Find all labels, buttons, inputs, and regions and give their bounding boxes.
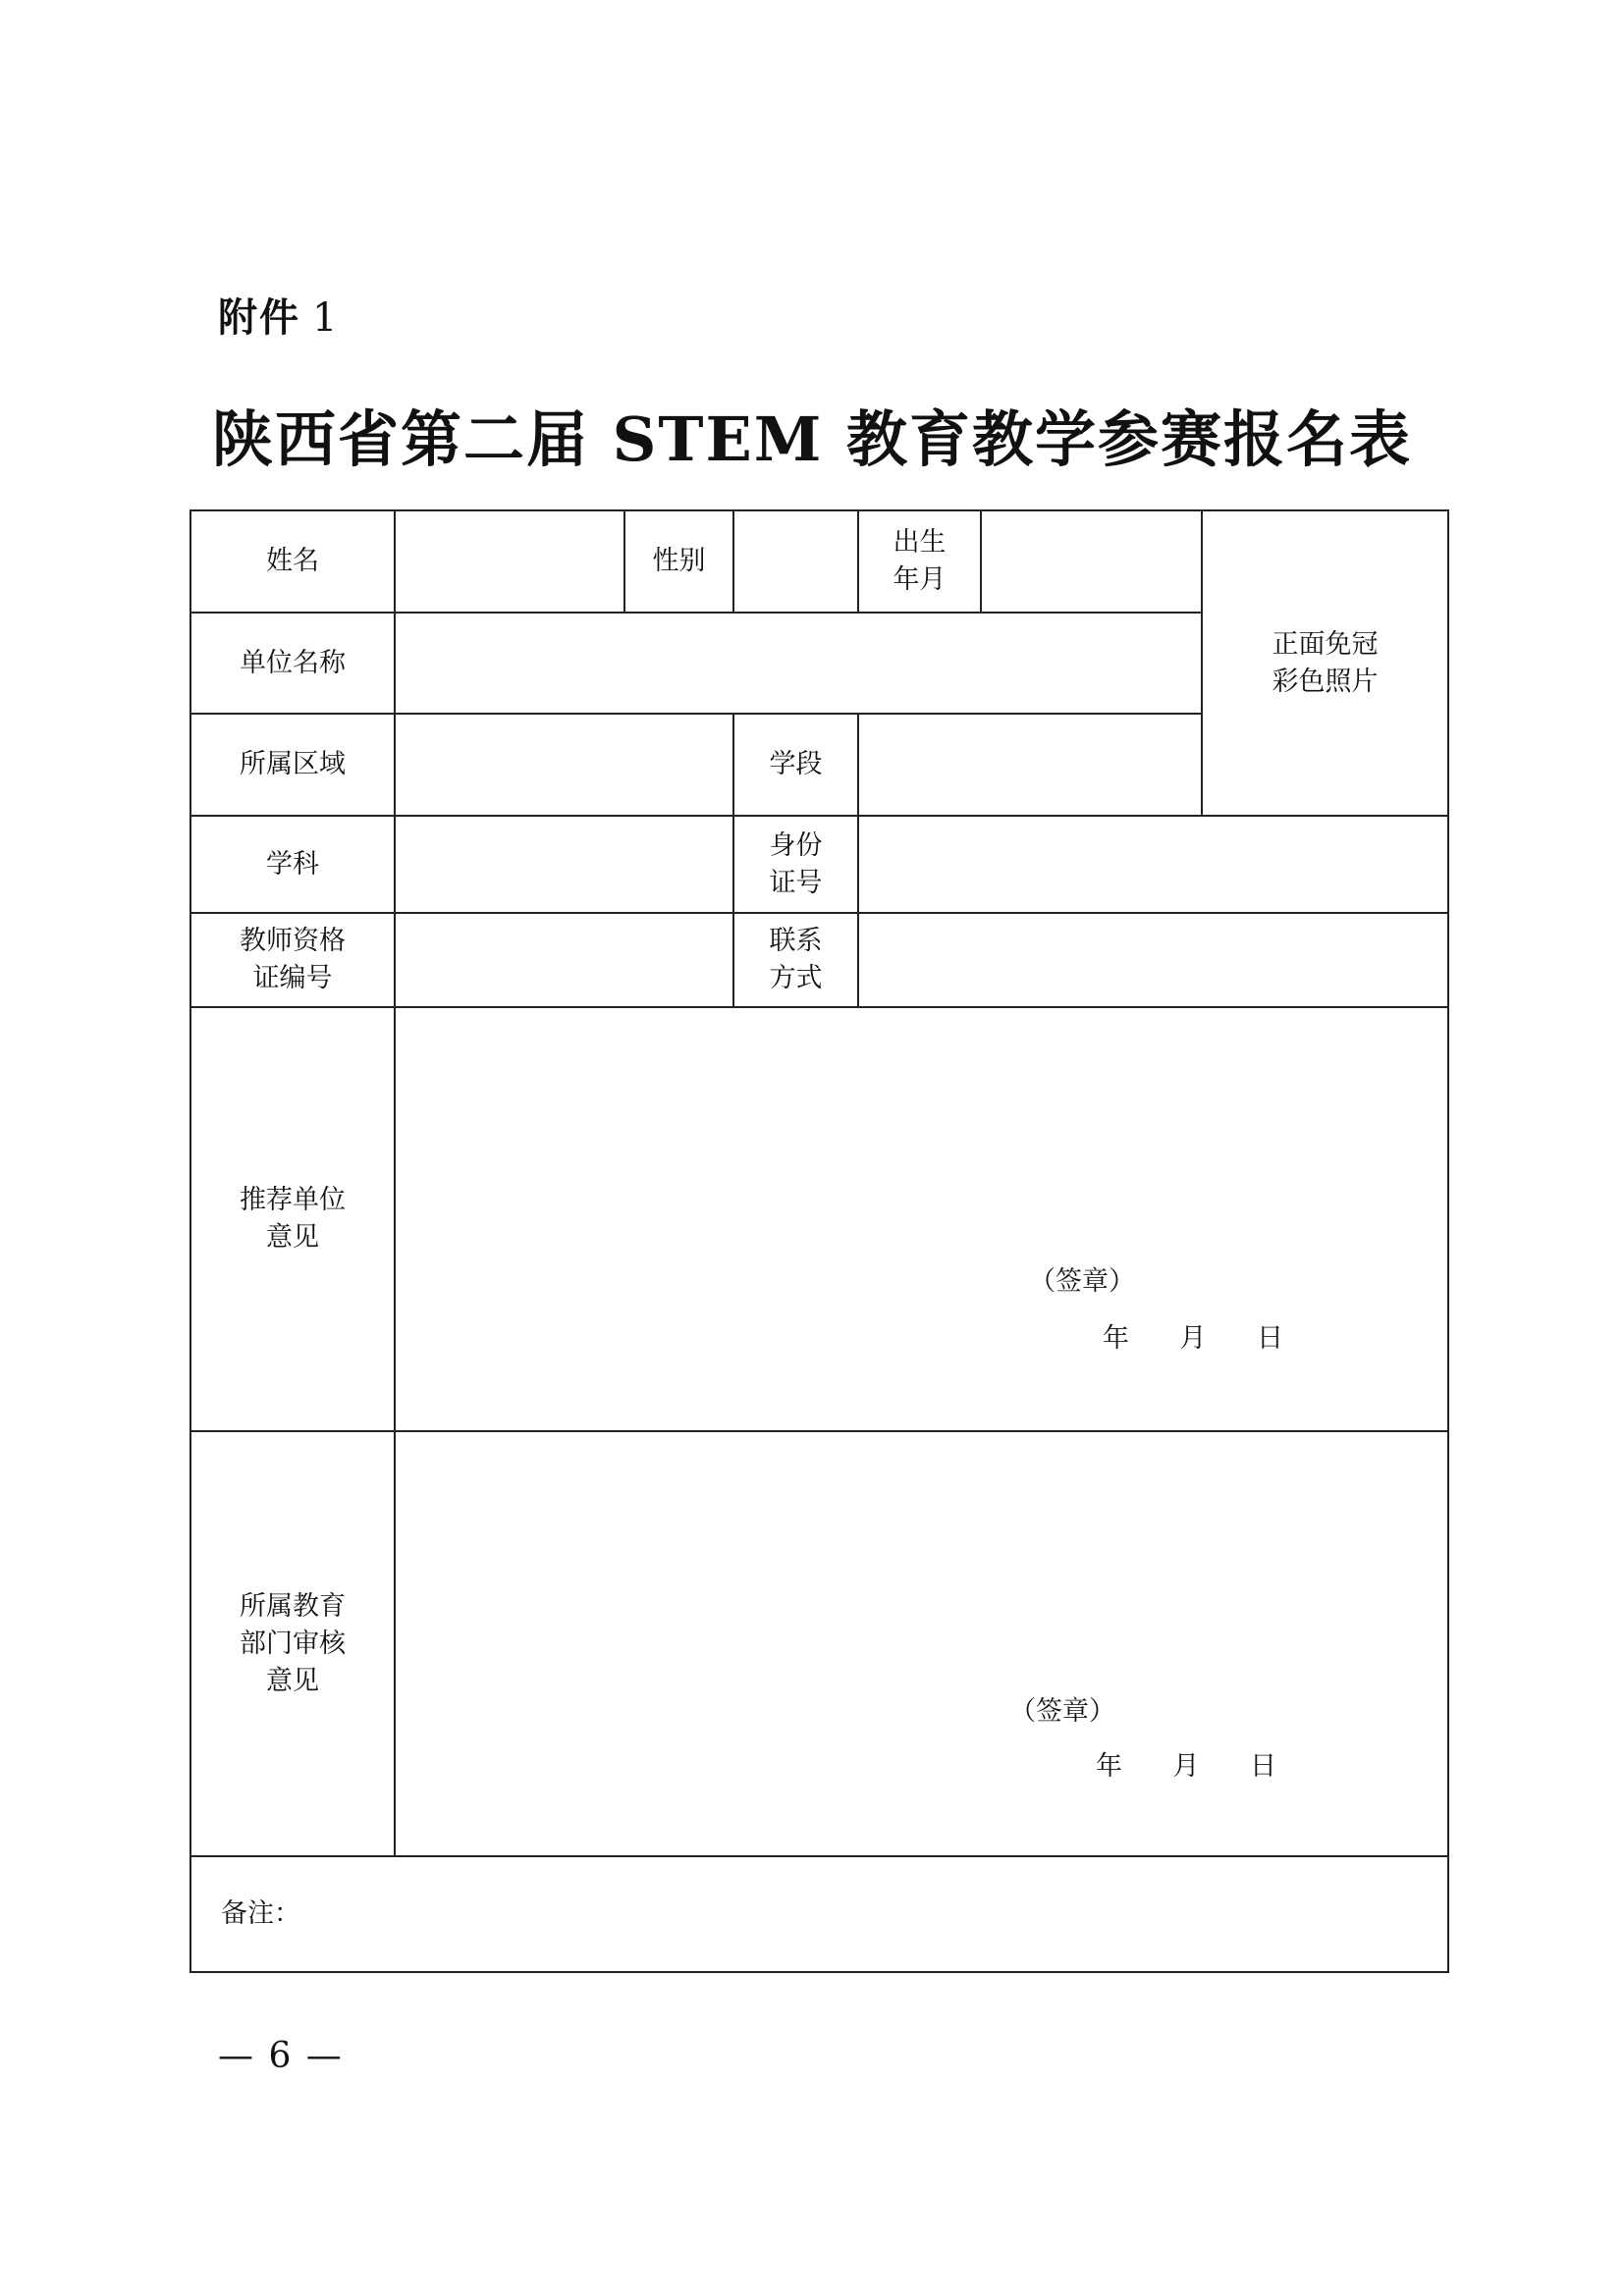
id-label (733, 816, 858, 913)
form-row-recommend (190, 1007, 1448, 1431)
birth-label (858, 510, 981, 613)
form-row-cert (190, 913, 1448, 1007)
dept-label-line-1: 所属教育 (240, 1590, 346, 1622)
dept-seal-text: （签章） (1009, 1696, 1115, 1727)
photo-area[interactable] (1202, 510, 1448, 816)
dept-opinion-field[interactable] (395, 1431, 1448, 1856)
note-field[interactable] (190, 1856, 1448, 1972)
form-row-note (190, 1856, 1448, 1972)
id-label-line-2: 证号 (769, 867, 823, 898)
form-row-subject (190, 816, 1448, 913)
registration-form-table (189, 509, 1449, 1973)
birth-field[interactable] (981, 510, 1202, 613)
gender-label: 性别 (624, 510, 733, 613)
page-number: — 6 — (218, 2036, 344, 2076)
id-field[interactable] (858, 816, 1448, 913)
name-field[interactable] (395, 510, 624, 613)
subject-label: 学科 (190, 816, 395, 913)
recommend-label-line-2: 意见 (266, 1222, 319, 1253)
attachment-number: 1 (312, 295, 340, 341)
contact-label-line-1: 联系 (769, 926, 823, 956)
page-title: 陕西省第二届 STEM 教育教学参赛报名表 (212, 403, 1412, 475)
contact-label (733, 913, 858, 1007)
birth-label-line-1: 出生 (893, 527, 947, 558)
photo-label-line-1: 正面免冠 (1272, 628, 1379, 660)
recommend-label-line-1: 推荐单位 (240, 1185, 346, 1215)
recommend-date-text: 年 月 日 (1103, 1323, 1283, 1354)
dept-label-line-3: 意见 (266, 1665, 319, 1696)
region-field[interactable] (395, 714, 733, 816)
attachment-text: 附件 (218, 295, 300, 341)
subject-field[interactable] (395, 816, 733, 913)
photo-label-line-2: 彩色照片 (1272, 666, 1379, 697)
name-label: 姓名 (190, 510, 395, 613)
recommend-seal-text: （签章） (1029, 1266, 1135, 1297)
dept-label-line-2: 部门审核 (240, 1628, 346, 1659)
stage-label: 学段 (733, 714, 858, 816)
form-row-basic (190, 510, 1448, 613)
cert-label-line-2: 证编号 (252, 963, 333, 993)
contact-label-line-2: 方式 (769, 963, 823, 993)
form-row-dept (190, 1431, 1448, 1856)
unit-label: 单位名称 (190, 613, 395, 714)
dept-date-text: 年 月 日 (1096, 1751, 1276, 1782)
recommend-opinion-field[interactable] (395, 1007, 1448, 1431)
cert-field[interactable] (395, 913, 733, 1007)
contact-field[interactable] (858, 913, 1448, 1007)
region-label: 所属区域 (190, 714, 395, 816)
cert-label (190, 913, 395, 1007)
note-label: 备注： (221, 1898, 300, 1929)
attachment-label (218, 287, 339, 343)
birth-label-line-2: 年月 (893, 564, 947, 595)
id-label-line-1: 身份 (769, 829, 823, 861)
cert-label-line-1: 教师资格 (240, 926, 346, 956)
gender-field[interactable] (733, 510, 858, 613)
recommend-label (190, 1007, 395, 1431)
unit-field[interactable] (395, 613, 1202, 714)
stage-field[interactable] (858, 714, 1202, 816)
dept-label (190, 1431, 395, 1856)
